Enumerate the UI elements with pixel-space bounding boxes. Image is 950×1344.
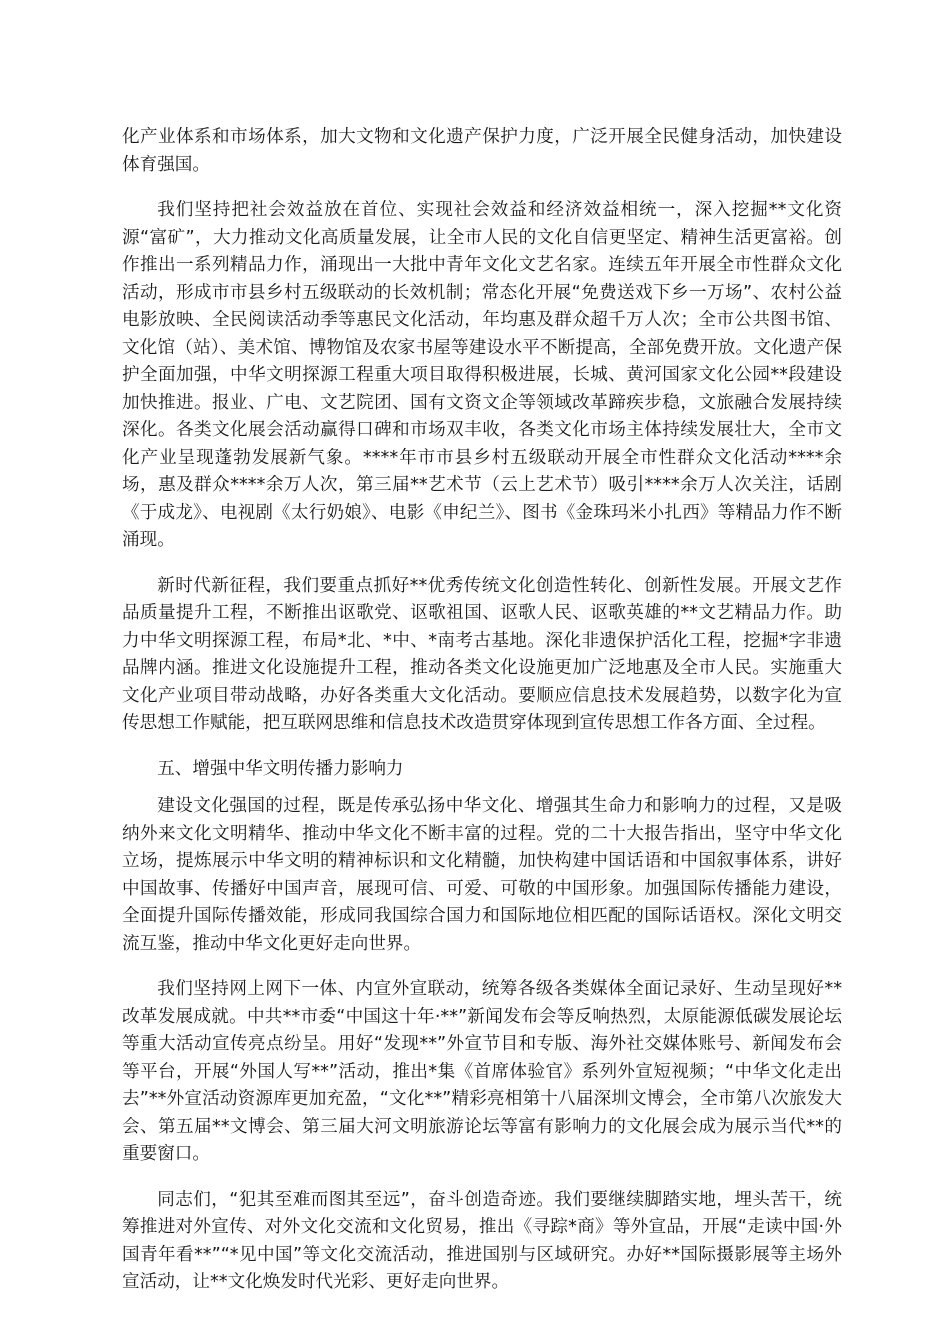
- paragraph-publicity-achievements: 我们坚持网上网下一体、内宣外宣联动，统筹各级各类媒体全面记录好、生动呈现好**改革发展成就。中共**市委“中国这十年·**”新闻发布会等反响热烈，太原能源低碳发展论坛等重大活动宣传亮点纷呈。用好“发现**”外宣节目和专版、海外社交媒体账号、新闻发布会等平台，开展“外国人写**”活动，推出*集《首席体验官》系列外宣短视频；“中华文化走出去”**外宣活动资源库更加充盈，“文化**”精彩亮相第十八届深圳文博会，全市第八次旅发大会、第五届**文博会、第三届大河文明旅游论坛等富有影响力的文化展会成为展示当代**的重要窗口。: [122, 979, 842, 1164]
- paragraph-new-era-tasks: 新时代新征程，我们要重点抓好**优秀传统文化创造性转化、创新性发展。开展文艺作品质量提升工程，不断推出讴歌党、讴歌祖国、讴歌人民、讴歌英雄的**文艺精品力作。助力中华文明探源工程，布局*北、*中、*南考古基地。深化非遗保护活化工程，挖掘*字非遗品牌内涵。推进文化设施提升工程，推动各类文化设施更加广泛地惠及全市人民。实施重大文化产业项目带动战略，办好各类重大文化活动。要顺应信息技术发展趋势，以数字化为宣传思想工作赋能，把互联网思维和信息技术改造贯穿体现到宣传思想工作各方面、全过程。: [122, 575, 842, 733]
- paragraph-closing: 同志们，“犯其至难而图其至远”，奋斗创造奇迹。我们要继续脚踏实地，埋头苦干，统筹推进对外宣传、对外文化交流和文化贸易，推出《寻踪*商》等外宣品，开展“走读中国·外国青年看**”“*见中国”等文化交流活动，推进国别与区域研究。办好**国际摄影展等主场外宣活动，让**文化焕发时代光彩、更好走向世界。: [122, 1189, 842, 1292]
- paragraph-continuation: 化产业体系和市场体系，加大文物和文化遗产保护力度，广泛开展全民健身活动，加快建设体育强国。: [122, 127, 842, 175]
- paragraph-cultural-power: 建设文化强国的过程，既是传承弘扬中华文化、增强其生命力和影响力的过程，又是吸纳外来文化文明精华、推动中华文化不断丰富的过程。党的二十大报告指出，坚守中华文化立场，提炼展示中华文明的精神标识和文化精髓，加快构建中国话语和中国叙事体系，讲好中国故事、传播好中国声音，展现可信、可爱、可敬的中国形象。加强国际传播能力建设，全面提升国际传播效能，形成同我国综合国力和国际地位相匹配的国际话语权。深化文明交流互鉴，推动中华文化更好走向世界。: [122, 796, 842, 954]
- section-heading-five: 五、增强中华文明传播力影响力: [157, 758, 404, 779]
- paragraph-cultural-achievements: 我们坚持把社会效益放在首位、实现社会效益和经济效益相统一，深入挖掘**文化资源“富矿”，大力推动文化高质量发展，让全市人民的文化自信更坚定、精神生活更富裕。创作推出一系列精品力作，涌现出一大批中青年文化文艺名家。连续五年开展全市性群众文化活动，形成市市县乡村五级联动的长效机制；常态化开展“免费送戏下乡一万场”、农村公益电影放映、全民阅读活动季等惠民文化活动，年均惠及群众超千万人次；全市公共图书馆、文化馆（站）、美术馆、博物馆及农家书屋等建设水平不断提高，全部免费开放。文化遗产保护全面加强，中华文明探源工程重大项目取得积极进展，长城、黄河国家文化公园**段建设加快推进。报业、广电、文艺院团、国有文资文企等领域改革蹄疾步稳，文旅融合发展持续深化。各类文化展会活动赢得口碑和市场双丰收，各类文化市场主体持续发展壮大，全市文化产业呈现蓬勃发展新气象。****年市市县乡村五级联动开展全市性群众文化活动****余场，惠及群众****余万人次，第三届**艺术节（云上艺术节）吸引****余万人次关注，话剧《于成龙》、电视剧《太行奶娘》、电影《申纪兰》、图书《金珠玛米小扎西》等精品力作不断涌现。: [122, 200, 842, 550]
- document-body: [122, 124, 842, 1315]
